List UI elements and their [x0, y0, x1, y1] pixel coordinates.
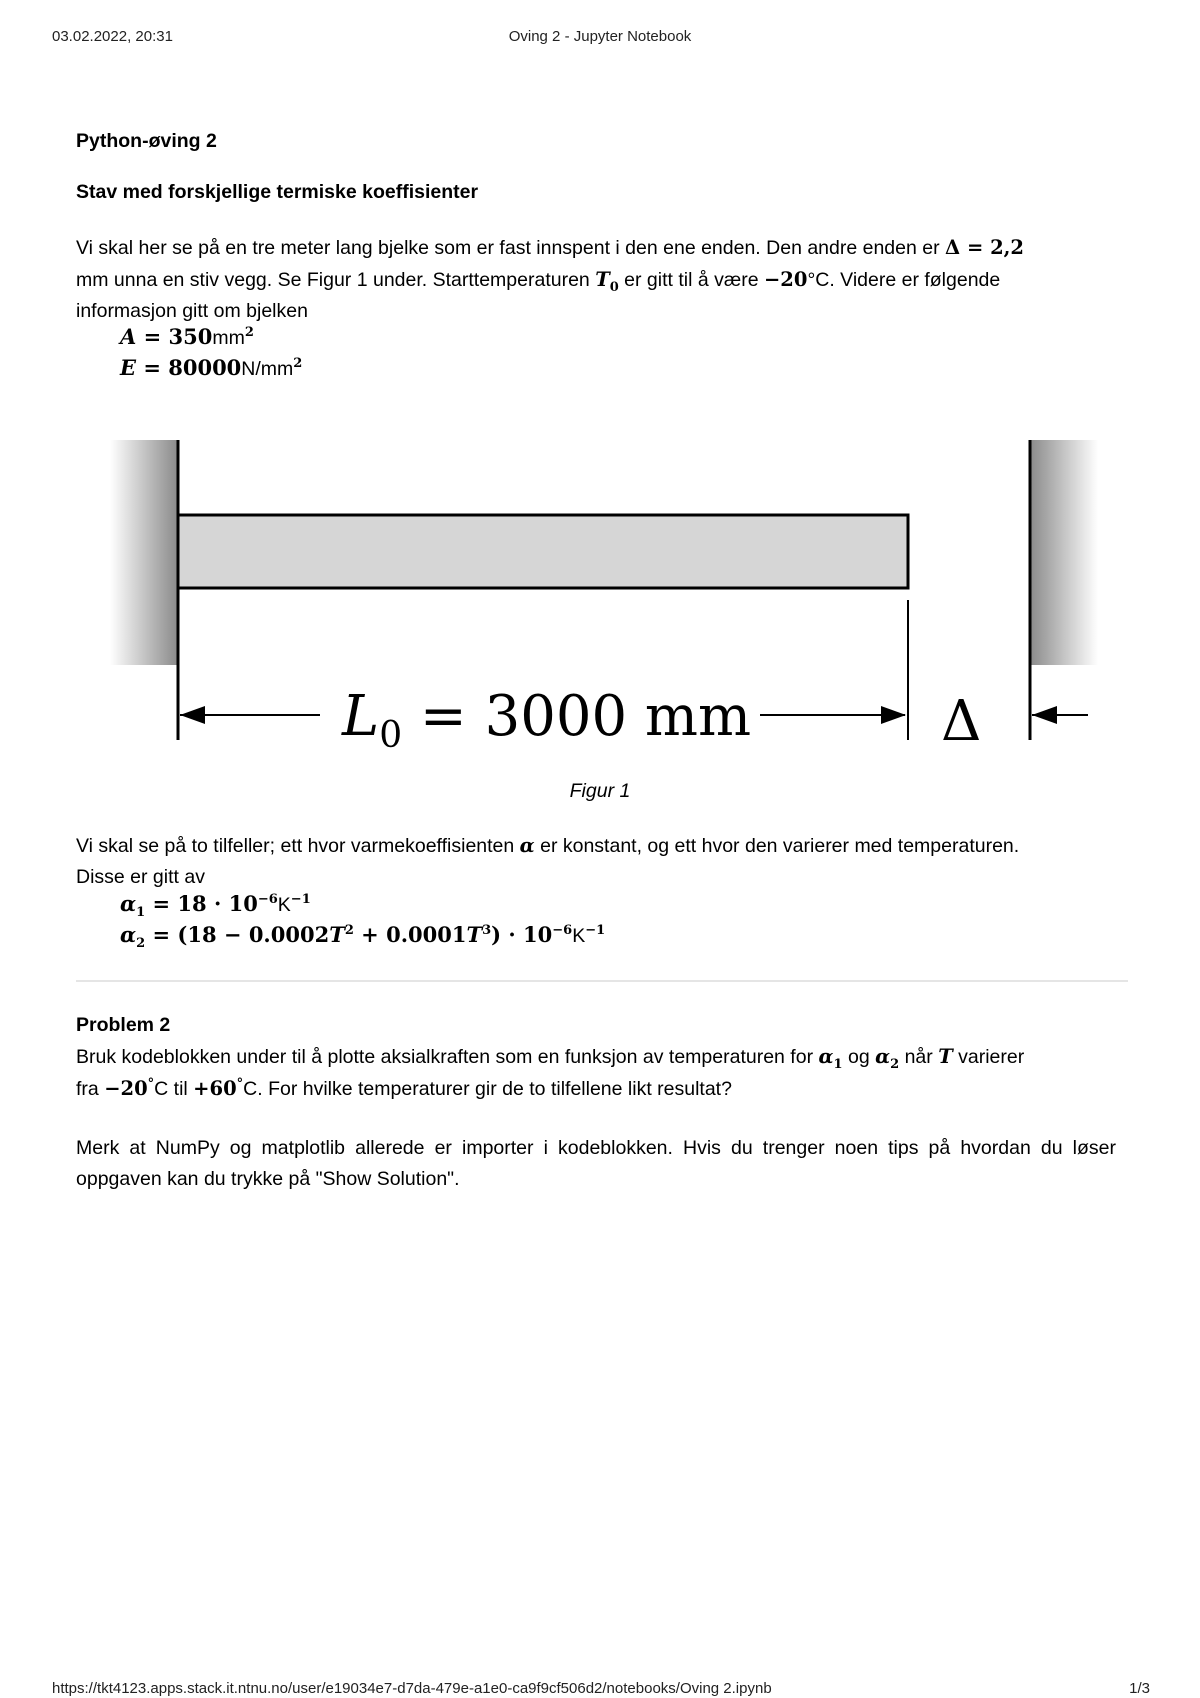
intro-line-3: informasjon gitt om bjelken	[76, 300, 308, 322]
problem-title: Problem 2	[76, 1014, 171, 1036]
left-arrowhead	[180, 706, 205, 724]
beam-figure	[0, 420, 1200, 760]
right-wall	[1030, 440, 1098, 740]
print-url: https://tkt4123.apps.stack.it.ntnu.no/user/e19034e7-d7da-479e-a1e0-ca9f9cf506d2/notebooks/Oving 2.ipynb	[52, 1680, 772, 1697]
problem-line-2: fra −20°C til +60°C. For hvilke temperaturer gir de to tilfellene likt resultat?	[76, 1076, 732, 1100]
intro-line-2: mm unna en stiv vegg. Se Figur 1 under. Starttemperaturen $T_0$ er gitt til å være −20°C. Videre er følgende	[76, 268, 1001, 295]
cell-divider	[76, 980, 1128, 982]
intro-line-1: Vi skal her se på en tre meter lang bjelke som er fast innspent i den ene enden. Den andre enden er Δ = 2,2	[76, 236, 1025, 259]
problem-section	[76, 1010, 1116, 1105]
cases-line-1: Vi skal se på to tilfeller; ett hvor varmekoeffisienten α er konstant, og ett hvor den varierer med temperaturen.	[76, 834, 1020, 857]
section-heading: Stav med forskjellige termiske koeffisienter	[76, 181, 479, 203]
right-arrowhead	[881, 706, 906, 724]
problem-line-1: Bruk kodeblokken under til å plotte aksialkraften som en funksjon av temperaturen for $\alpha_1$ og $\alpha_2$ når T varierer	[76, 1045, 1025, 1072]
figure-caption: Figur 1	[569, 780, 631, 802]
beam	[178, 515, 908, 588]
modulus-equation: $E = 80000N/mm^2$	[120, 355, 303, 380]
length-label: $L_0 = 3000$ mm	[342, 684, 752, 756]
gap-delta-label: Δ	[941, 689, 982, 754]
left-wall	[110, 440, 178, 740]
notebook-title: Python-øving 2	[76, 130, 217, 152]
intro-paragraph	[76, 232, 1116, 327]
alpha2-equation: $\alpha_2 = (18 - 0.0002T^2 + 0.0001T^3) \cdot 10^{-6}K^{-1}$	[120, 922, 606, 952]
print-page-number: 1/3	[1129, 1680, 1150, 1697]
gap-arrowhead	[1032, 706, 1057, 724]
alpha1-equation: $\alpha_1 = 18 \cdot 10^{-6}K^{-1}$	[120, 891, 311, 921]
hint-note: Merk at NumPy og matplotlib allerede er importer i kodeblokken. Hvis du trenger noen tips på hvordan du løser oppgaven kan du trykke på "Show Solution".	[76, 1137, 1116, 1190]
t0-symbol: T	[595, 268, 610, 291]
print-title: Oving 2 - Jupyter Notebook	[508, 28, 692, 45]
cases-line-2: Disse er gitt av	[76, 866, 205, 888]
cases-paragraph	[76, 830, 1116, 893]
print-datetime: 03.02.2022, 20:31	[52, 28, 173, 45]
delta-equation: Δ = 2,2	[945, 236, 1025, 259]
t0-value: −20	[763, 268, 808, 291]
alpha-symbol: α	[519, 834, 535, 857]
area-equation: $A = 350mm^2$	[120, 324, 254, 349]
